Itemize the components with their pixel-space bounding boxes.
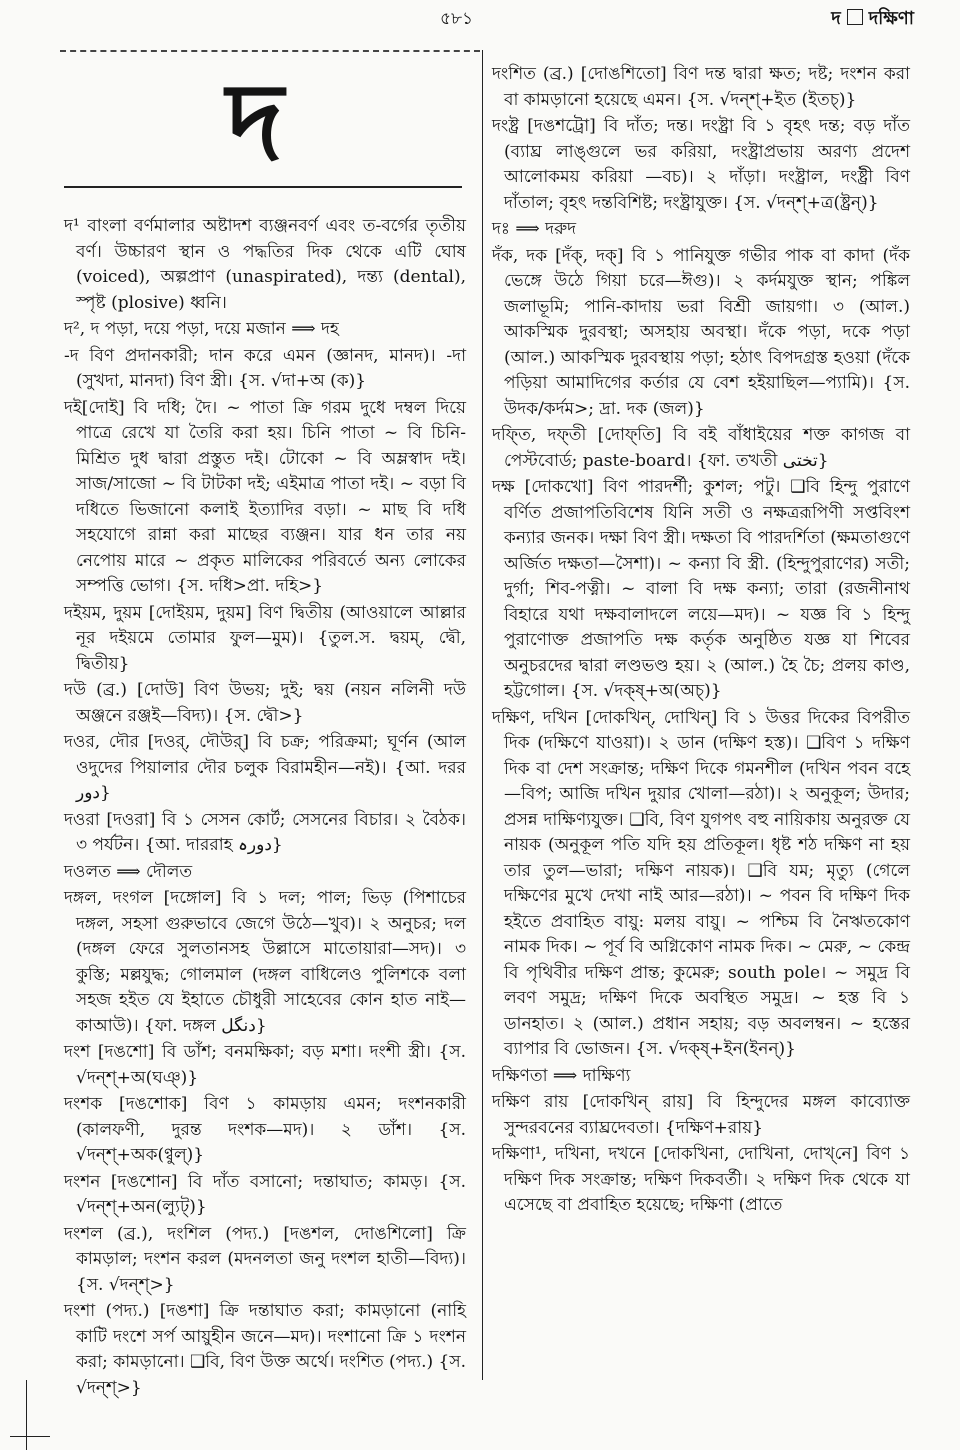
column-divider <box>482 50 483 1380</box>
running-letter: দ <box>831 8 841 29</box>
dictionary-entry: দংশক [দঙশোক] বিণ ১ কামড়ায় এমন; দংশনকারী (কালফণী, দুরন্ত দংশক—মদ)। ২ ডাঁশ। {স. √দন্‌শ্+অক(ণ্বুল্)} <box>64 1094 466 1165</box>
page-number: ৫৮১ <box>440 9 474 29</box>
dictionary-entry: দক্ষিণ, দখিন [দোকখিন্, দোখিন্] বি ১ উত্তর দিকের বিপরীত দিক (দক্ষিণে যাওয়া)। ২ ডান (দক্ষিণ হস্ত)। ❑বিণ ১ দক্ষিণ দিক বা দেশ সংক্রান্ত; দক্ষিণ দিকে গমনশীল (দখিন পবন বহে—বিপ; আজি দখিন দুয়ার খোলা—রঠা)। ২ অনুকূল; উদার; প্রসন্ন দাক্ষিণ্যযুক্ত। ❑বি, বিণ যুগপৎ বহু নায়িকায় অনুরক্ত যে নায়ক (অনুকূল পতি যদি হয় প্রতিকূল। ধৃষ্ট শঠ দক্ষিণ না হয় তার তুল—ভারা; দক্ষিণ নায়ক)। ❑বি যম; মৃত্যু (গেলে দক্ষিণের মুখে দেখা নাই আর—রঠা)। ~ পবন বি দক্ষিণ দিক হইতে প্রবাহিত বায়ু: মলয় বায়ু। ~ পশ্চিম বি নৈঋতকোণ নামক দিক। ~ পূর্ব বি অগ্নিকোণ নামক দিক। ~ মেরু, ~ কেন্দ্র বি পৃথিবীর দক্ষিণ প্রান্ত; কুমেরু; south pole। ~ সমুদ্র বি লবণ সমুদ্র; দক্ষিণ দিকে অবস্থিত সমুদ্র। ~ হস্ত বি ১ ডানহাত। ২ (আল.) প্রধান সহায়; বড় অবলম্বন। ~ হস্তের ব্যাপার বি ভোজন। {স. √দক্ষ্+ইন(ইনন্)} <box>492 707 910 1059</box>
dictionary-entry: দঙ্গল, দংগল [দঙ্গোল] বি ১ দল; পাল; ভিড় (পিশাচের দঙ্গল, সহসা গুরুভাবে জেগে উঠে—খুব)। ২ অনুচর; দল (দঙ্গল ফেরে সুলতানসহ উল্লাসে মাতোয়ারা—সদ)। ৩ কুস্তি; মল্লযুদ্ধ; গোলমাল (দঙ্গল বাধিলেও পুলিশকে বলা সহজ হইত যে ইহাতে চৌধুরী সাহেবের কোন হাত নাই—কাআউ)। {ফা. দঙ্গল دنگل} <box>64 888 466 1036</box>
dictionary-entry: -দ বিণ প্রদানকারী; দান করে এমন (জ্ঞানদ, মানদ)। -দা (সুখদা, মানদা) বিণ স্ত্রী। {স. √দা+অ (ক)} <box>64 345 466 391</box>
dictionary-entry: দংশল (ব্র.), দংশিল (পদ্য.) [দঙশল, দোঙশিলো] ক্রি কামড়াল; দংশন করল (মদনলতা জনু দংশল হাতী—বিদ্য)। {স. √দন্‌শ্>} <box>64 1223 466 1295</box>
dictionary-entry: দংশ [দঙশো] বি ডাঁশ; বনমক্ষিকা; বড় মশা। দংশী স্ত্রী। {স. √দন্‌শ্+অ(ঘঞ্)} <box>64 1042 466 1088</box>
right-column <box>492 62 910 1220</box>
dictionary-entry: দংষ্ট্র [দঙশট্রো] বি দাঁত; দন্ত। দংষ্ট্রা বি ১ বৃহৎ দন্ত; বড় দাঁত (ব্যাঘ্র লাঙ্গুলে ভর করিয়া, দংষ্ট্রাপ্রভায় অরণ্য প্রদেশ আলোকময় করিয়া —বচ)। ২ দাঁড়া। দংষ্ট্রাল, দংষ্ট্রী বিণ দাঁতাল; বৃহৎ দন্তবিশিষ্ট; দংষ্ট্রাযুক্ত। {স. √দন্‌শ্+ত্র(ষ্ট্রন্)} <box>492 116 910 213</box>
heading-rule <box>64 186 462 188</box>
dictionary-entry: দংশিত (ব্র.) [দোঙশিতো] বিণ দন্ত দ্বারা ক্ষত; দষ্ট; দংশন করা বা কামড়ানো হয়েছে এমন। {স. √দন্‌শ্+ইত (ইতচ্)} <box>492 64 910 110</box>
dictionary-entry: দক্ষিণ রায় [দোকখিন্ রায়] বি হিন্দুদের মঙ্গল কাব্যোক্ত সুন্দরবনের ব্যাঘ্রদেবতা। {দক্ষিণ+রায়} <box>492 1092 910 1138</box>
dictionary-entry: দফ্তি, দফ্তী [দোফ্‌তি] বি বই বাঁধাইয়ের শক্ত কাগজ বা পেস্টবোর্ড; paste-board। {ফা. তখতী تختی} <box>492 425 910 471</box>
dictionary-entry: দ¹ বাংলা বর্ণমালার অষ্টাদশ ব্যঞ্জনবর্ণ এবং ত-বর্গের তৃতীয় বর্ণ। উচ্চারণ স্থান ও পদ্ধতির দিক থেকে এটি ঘোষ (voiced), অল্পপ্রাণ (unaspirated), দন্ত্য (dental), স্পৃষ্ট (plosive) ধ্বনি। <box>64 216 466 313</box>
margin-line <box>26 1380 27 1450</box>
dictionary-entry: দওর, দৌর [দওর্, দৌউর্] বি চক্র; পরিক্রমা; ঘূর্ণন (আল ওদুদের পিয়ালার দৌর চলুক বিরামহীন—নই)। {আ. দরর دور} <box>64 732 466 803</box>
dictionary-entry: দংশা (পদ্য.) [দঙশা] ক্রি দন্তাঘাত করা; কামড়ানো (নাহি কাটি দংশে সর্প আয়ুহীন জনে—মদ)। দংশানো ক্রি ১ দংশন করা; কামড়ানো। ❑বি, বিণ উক্ত অর্থে। দংশিত (পদ্য.) {স. √দন্‌শ্>} <box>64 1301 466 1398</box>
left-column <box>64 56 466 1402</box>
dictionary-entry: দই[দোই] বি দধি; দৈ। ~ পাতা ক্রি গরম দুধে দম্বল দিয়ে পাত্রে রেখে যা তৈরি করা হয়। চিনি পাতা ~ বি চিনি-মিশ্রিত দুধ দ্বারা প্রস্তুত দই। টোকো ~ বি অম্লস্বাদ দই। সাজ/সাজো ~ বি টাটকা দই; এইমাত্র পাতা দই। ~ বড়া বি দধিতে ভিজানো কলাই ইত্যাদির বড়া। ~ মাছ বি দধি সহযোগে রান্না করা মাছের ব্যঞ্জন। যার ধন তার নয় নেপোয় মারে ~ প্রকৃত মালিকের পরিবর্তে অন্য লোকের সম্পত্তি ভোগ। {স. দধি>প্রা. দহি>} <box>64 397 466 596</box>
bottom-mark <box>10 1436 50 1437</box>
dictionary-entry: দক্ষিণতা ⟹ দাক্ষিণ্য <box>492 1065 631 1086</box>
dictionary-entry: দইয়ম, দুয়ম [দোইয়ম, দুয়ম] বিণ দ্বিতীয় (আওয়ালে আল্লার নূর দইয়মে তোমার ফুল—মুম)। {তুল.স. দ্বয়ম্, দ্বৌ, দ্বিতীয়} <box>64 602 466 674</box>
square-icon <box>847 9 863 25</box>
dictionary-entry: দউ (ব্র.) [দোউ] বিণ উভয়; দুই; দ্বয় (নয়ন নলিনী দউ অঞ্জনে রঞ্জই—বিদ্য)। {স. দ্বৌ>} <box>64 680 466 726</box>
dictionary-entry: দংশন [দঙশোন] বি দাঁত বসানো; দন্তাঘাত; কামড়। {স. √দন্‌শ্+অন(ল্যুট্)} <box>64 1171 466 1217</box>
section-letter: দ <box>226 59 284 185</box>
dictionary-entry: দঁক, দক [দঁক্, দক্] বি ১ পানিযুক্ত গভীর পাক বা কাদা (দঁক ভেঙ্গে উঠে গিয়া চরে—ঈগু)। ২ কর্দমযুক্ত স্থান; পঙ্কিল জলাভূমি; পানি-কাদায় ভরা বিশ্রী জায়গা। ৩ (আল.) আকস্মিক দুরবস্থা; অসহায় অবস্থা। দঁকে পড়া, দকে পড়া (আল.) আকস্মিক দুরবস্থায় পড়া; হঠাৎ বিপদগ্রস্ত হওয়া (দঁকে পড়িয়া আমাদিগের কর্তার যে বেশ হইয়াছিল—প্যামি)। {স. উদক/কর্দম>; দ্রা. দক (জল)} <box>492 245 910 419</box>
dictionary-entry: দক্ষিণা¹, দখিনা, দখনে [দোকখিনা, দোখিনা, দোখ্‌নে] বিণ ১ দক্ষিণ দিক সংক্রান্ত; দক্ষিণ দিকবর্তী। ২ দক্ষিণ দিক থেকে যা এসেছে বা প্রবাহিত হয়েছে; দক্ষিণা (প্রাতে <box>492 1144 910 1215</box>
dictionary-entry: দঃ ⟹ দরুদ <box>492 219 577 239</box>
running-head <box>831 4 914 35</box>
dictionary-entry: দওরা [দওরা] বি ১ সেসন কোর্ট; সেসনের বিচার। ২ বৈঠক। ৩ পর্যটন। {আ. দাররাহ دورہ} <box>64 809 466 855</box>
top-rule <box>60 50 480 52</box>
running-word: দক্ষিণা <box>868 8 914 29</box>
dictionary-entry: দ², দ পড়া, দয়ে পড়া, দয়ে মজান ⟹ দহ <box>64 319 339 339</box>
dictionary-entry: দক্ষ [দোকখো] বিণ পারদর্শী; কুশল; পটু। ❑বি হিন্দু পুরাণে বর্ণিত প্রজাপতিবিশেষ যিনি সতী ও নক্ষত্ররূপিণী সপ্তবিংশ কন্যার জনক। দক্ষা বিণ স্ত্রী। দক্ষতা বি পারদর্শিতা (ক্ষমতাগুণে অর্জিত দক্ষতা—সৈশা)। ~ কন্যা বি স্ত্রী. (হিন্দুপুরাণের) সতী; দুর্গা; শিব-পত্নী। ~ বালা বি দক্ষ কন্যা; তারা (রজনীনাথ বিহারে যথা দক্ষবালাদলে লয়ে—মদ)। ~ যজ্ঞ বি ১ হিন্দু পুরাণোক্ত প্রজাপতি দক্ষ কর্তৃক অনুষ্ঠিত যজ্ঞ যা শিবের অনুচরদের দ্বারা লণ্ডভণ্ড হয়। ২ (আল.) হৈ চৈ; প্রলয় কাণ্ড, হট্টগোল। {স. √দক্ষ্+অ(অচ্)} <box>492 477 910 701</box>
dictionary-entry: দওলত ⟹ দৌলত <box>64 861 193 882</box>
